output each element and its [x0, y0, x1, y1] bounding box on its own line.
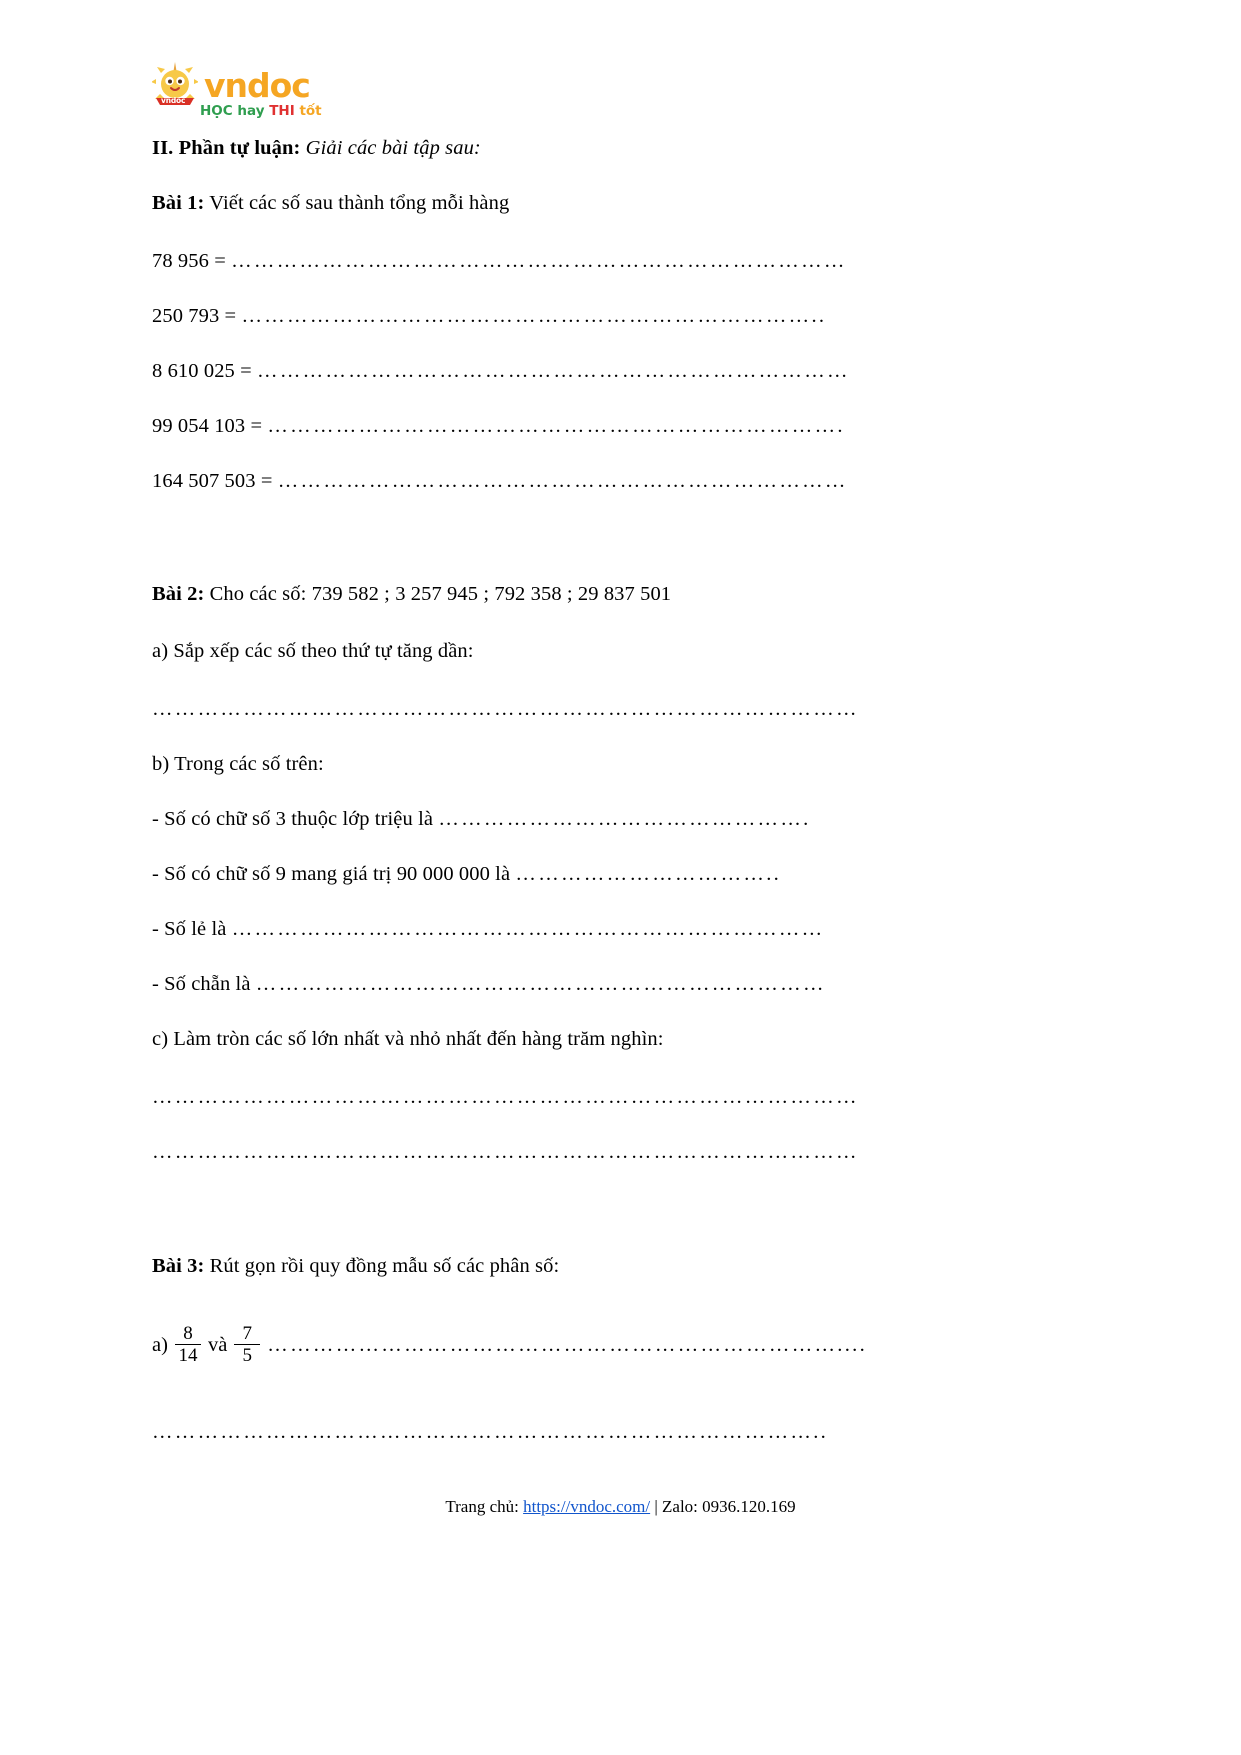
bai2-label: Bài 2:	[152, 583, 205, 605]
tagline-hay: hay	[237, 103, 265, 119]
bai2-part-b: b) Trong các số trên:	[152, 753, 324, 775]
fraction-2-numerator: 7	[242, 1323, 253, 1344]
bai2-bullet-3	[152, 916, 825, 942]
bai1-number-2: 250 793 =	[152, 305, 237, 327]
answer-blank[interactable]: …………………………………………………………………....	[267, 1334, 867, 1357]
bai2-bullet-2-text: - Số có chữ số 9 mang giá trị 90 000 000 là	[152, 863, 511, 885]
vndoc-logo	[152, 60, 322, 122]
bai1-number-5: 164 507 503 =	[152, 470, 273, 492]
answer-blank[interactable]: ………………………………………………………………………	[231, 250, 847, 272]
bai2-heading	[152, 581, 671, 607]
section-heading-bold: II. Phần tự luận:	[152, 137, 301, 159]
bai1-item-3	[152, 358, 850, 384]
bai2-bullet-1-text: - Số có chữ số 3 thuộc lớp triệu là	[152, 808, 434, 830]
bai3-heading	[152, 1253, 559, 1279]
answer-blank[interactable]: …………………………………………………………………	[255, 973, 826, 995]
footer-prefix: Trang chủ:	[445, 1497, 524, 1516]
bai1-number-3: 8 610 025 =	[152, 360, 252, 382]
logo-tagline	[200, 104, 322, 119]
footer-suffix: | Zalo: 0936.120.169	[650, 1497, 796, 1516]
bai2-bullet-3-text: - Số lẻ là	[152, 918, 227, 940]
bai3-part-a	[152, 1325, 867, 1366]
bai1-label: Bài 1:	[152, 192, 205, 214]
section-heading-italic: Giải các bài tập sau:	[305, 137, 481, 159]
fraction-2	[234, 1324, 260, 1365]
bai2-prompt: Cho các số: 739 582 ; 3 257 945 ; 792 358 ; 29 837 501	[209, 583, 672, 605]
bai1-number-4: 99 054 103 =	[152, 415, 263, 437]
bai1-item-4	[152, 413, 845, 439]
logo-wordmark: vndoc	[204, 66, 310, 105]
mascot-icon	[152, 60, 198, 106]
bai3-part-a-label: a)	[152, 1334, 168, 1357]
bai2-part-c: c) Làm tròn các số lớn nhất và nhỏ nhất đến hàng trăm nghìn:	[152, 1028, 664, 1050]
bai2-bullet-4-text: - Số chẵn là	[152, 973, 251, 995]
page-footer	[0, 1496, 1241, 1518]
bai2-bullet-2	[152, 861, 781, 887]
answer-blank[interactable]: ……………………………………………………………………	[257, 360, 850, 382]
answer-blank[interactable]: …………………………………………………………………..	[241, 305, 827, 327]
bai2-bullet-4	[152, 971, 826, 997]
bai3-prompt: Rút gọn rồi quy đồng mẫu số các phân số:	[209, 1255, 560, 1277]
fraction-1	[175, 1324, 201, 1365]
logo-row	[152, 60, 322, 106]
answer-blank[interactable]: ………………………………………….	[438, 808, 811, 830]
answer-blank[interactable]: ……………………………..	[515, 863, 782, 885]
fraction-1-denominator: 14	[178, 1345, 198, 1367]
bai1-item-5	[152, 468, 848, 494]
bai3-label: Bài 3:	[152, 1255, 205, 1277]
answer-blank[interactable]: ……………………………………………………………………	[231, 918, 825, 940]
answer-blank[interactable]: …………………………………………………………………………………	[152, 1141, 859, 1163]
bai1-prompt: Viết các số sau thành tổng mỗi hàng	[209, 192, 510, 214]
tagline-thi: THI	[269, 103, 295, 119]
answer-blank[interactable]: …………………………………………………………………………………	[152, 1086, 859, 1108]
fraction-2-denominator: 5	[242, 1345, 253, 1367]
answer-blank[interactable]: ……………………………………………………………………………..	[152, 1421, 829, 1443]
section-heading	[152, 135, 481, 161]
tagline-tot: tốt	[299, 103, 322, 119]
answer-blank[interactable]: ………………………………………………………………….	[267, 415, 845, 437]
fraction-1-numerator: 8	[183, 1323, 193, 1344]
bai2-bullet-1	[152, 806, 811, 832]
tagline-hoc: HỌC	[200, 103, 233, 119]
bai1-item-2	[152, 303, 826, 329]
mascot-badge-label: vndoc	[161, 96, 186, 105]
bai1-heading	[152, 190, 509, 216]
answer-blank[interactable]: …………………………………………………………………………………	[152, 698, 859, 720]
bai2-part-a: a) Sắp xếp các số theo thứ tự tăng dần:	[152, 640, 474, 662]
answer-blank[interactable]: …………………………………………………………………	[277, 470, 848, 492]
bai3-conjunction: và	[207, 1334, 228, 1357]
footer-link[interactable]: https://vndoc.com/	[523, 1497, 651, 1516]
bai1-number-1: 78 956 =	[152, 250, 226, 272]
bai1-item-1	[152, 248, 847, 274]
